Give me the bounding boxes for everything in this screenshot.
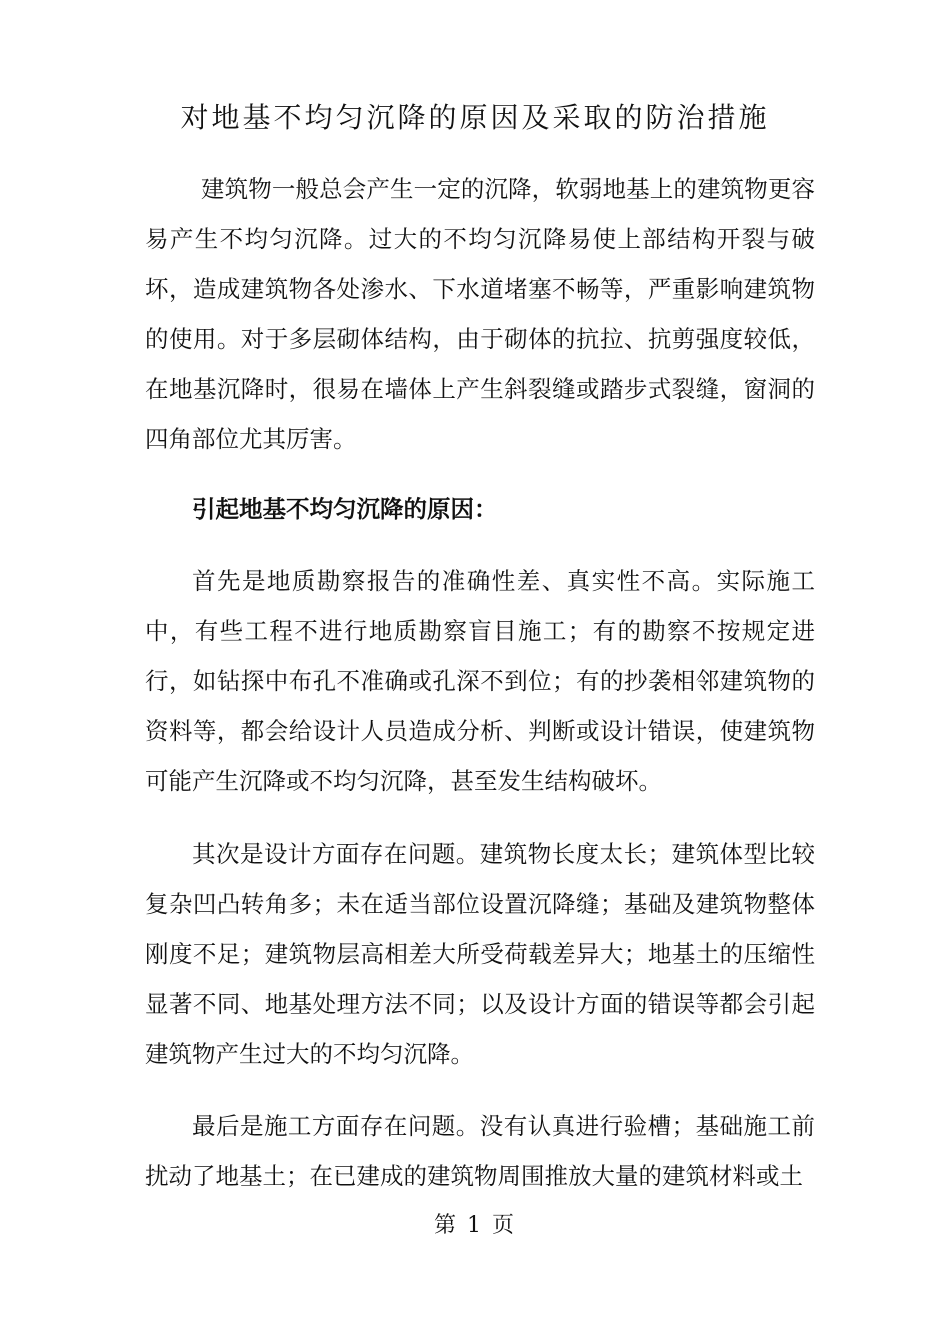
section-heading: 引起地基不均匀沉降的原因： bbox=[192, 495, 498, 523]
cause-paragraph-construction: 最后是施工方面存在问题。没有认真进行验槽；基础施工前扰动了地基土；在已建成的建筑物周围推放大量的建筑材料或土 bbox=[145, 1112, 815, 1190]
intro-paragraph: 建筑物一般总会产生一定的沉降，软弱地基上的建筑物更容易产生不均匀沉降。过大的不均匀沉降易使上部结构开裂与破坏，造成建筑物各处渗水、下水道堵塞不畅等，严重影响建筑物的使用。对于多层砌体结构，由于砌体的抗拉、抗剪强度较低，在地基沉降时，很易在墙体上产生斜裂缝或踏步式裂缝，窗洞的四角部位尤其厉害。 bbox=[145, 175, 815, 453]
cause-paragraph-design: 其次是设计方面存在问题。建筑物长度太长；建筑体型比较复杂凹凸转角多；未在适当部位设置沉降缝；基础及建筑物整体刚度不足；建筑物层高相差大所受荷载差异大；地基土的压缩性显著不同、地基处理方法不同；以及设计方面的错误等都会引起建筑物产生过大的不均匀沉降。 bbox=[145, 840, 815, 1068]
cause-paragraph-survey: 首先是地质勘察报告的准确性差、真实性不高。实际施工中，有些工程不进行地质勘察盲目施工；有的勘察不按规定进行，如钻探中布孔不准确或孔深不到位；有的抄袭相邻建筑物的资料等，都会给设计人员造成分析、判断或设计错误，使建筑物可能产生沉降或不均匀沉降，甚至发生结构破坏。 bbox=[145, 567, 815, 795]
document-title: 对地基不均匀沉降的原因及采取的防治措施 bbox=[180, 101, 770, 134]
page-number: 第 1 页 bbox=[434, 1213, 516, 1238]
